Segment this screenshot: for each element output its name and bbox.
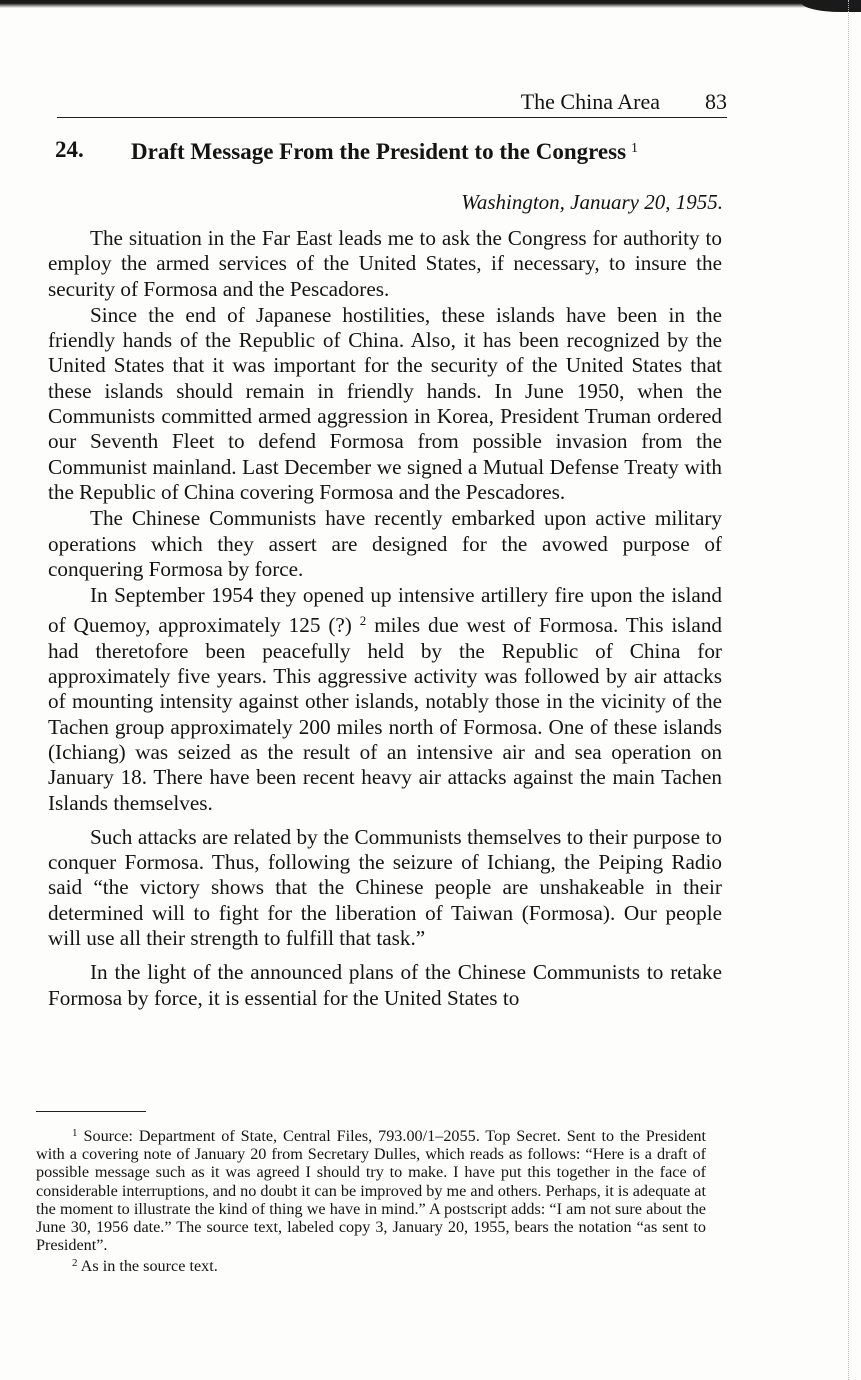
footnote-2-mark: 2	[72, 1257, 78, 1270]
footnote-1-mark: 1	[72, 1127, 78, 1139]
paragraph-6: In the light of the announced plans of the Chinese Communists to retake Formosa by force, it is essential for the United States to	[48, 960, 722, 1010]
footnote-ref-1[interactable]: 1	[631, 141, 639, 156]
message-body	[48, 226, 722, 1011]
running-head-title: The China Area	[520, 89, 660, 114]
footnotes	[36, 1124, 706, 1276]
dateline: Washington, January 20, 1955.	[461, 190, 723, 214]
scan-edge-right	[848, 0, 861, 1380]
footnote-2-text: As in the source text.	[80, 1257, 218, 1276]
footnote-2	[36, 1254, 706, 1275]
document-title	[131, 139, 638, 165]
paragraph-4	[48, 583, 722, 816]
footnote-ref-2[interactable]: 2	[359, 613, 367, 629]
paragraph-1: The situation in the Far East leads me to ask the Congress for authority to employ the armed services of the United States, if necessary, to insure the security of Formosa and the Pescadores.	[48, 226, 722, 301]
paragraph-4-text-a: In September 1954 they opened up intensive artillery fire upon the island of Quemoy, approximately 125 (?)	[48, 583, 722, 638]
scan-edge-top	[0, 0, 861, 8]
document-title-text: Draft Message From the President to the Congress	[131, 139, 627, 164]
footnote-divider	[36, 1111, 146, 1112]
paragraph-2: Since the end of Japanese hostilities, these islands have been in the friendly hands of the Republic of China. Also, it has been recognized by the United States that it was important for the security of the United States that these islands should remain in friendly hands. In June 1950, when the Communists committed armed aggression in Korea, President Truman ordered our Seventh Fleet to defend Formosa from possible invasion from the Communist mainland. Last December we signed a Mutual Defense Treaty with the Republic of China covering Formosa and the Pescadores.	[48, 302, 722, 504]
paragraph-5: Such attacks are related by the Communists themselves to their purpose to conquer Formosa. Thus, following the seizure of Ichiang, the Peiping Radio said “the victory shows that the Chinese people are unshakeable in their determined will to fight for the liberation of Taiwan (Formosa). Our people will use all their strength to fulfill that task.”	[48, 824, 722, 951]
page-number: 83	[705, 89, 727, 114]
footnote-1	[36, 1124, 706, 1254]
footnote-1-text: Source: Department of State, Central Files, 793.00/1–2055. Top Secret. Sent to the President with a covering note of January 20 from Secretary Dulles, which reads as follows: “Here is a draft of possible message such as it was agreed I should try to make. I have put this together in the face of considerable interruptions, and no doubt it can be improved by me and others. Perhaps, it is adequate at the moment to illustrate the kind of thing we have in mind.” A postscript adds: “I am not sure about the June 30, 1956 date.” The source text, labeled copy 3, January 20, 1955, bears the notation “as sent to President”.	[36, 1127, 707, 1255]
paragraph-3: The Chinese Communists have recently embarked upon active military operations which they assert are designed for the avowed purpose of conquering Formosa by force.	[48, 506, 722, 581]
paragraph-4-text-b: miles due west of Formosa. This island had theretofore been peacefully held by the Republic of China for approximately five years. This aggressive activity was followed by air attacks of mounting intensity against other islands, notably those in the vicinity of the Tachen group approximately 200 miles north of Formosa. One of these islands (Ichiang) was seized as the result of an intensive air and sea operation on January 18. There have been recent heavy air attacks against the main Tachen Islands themselves.	[48, 613, 723, 815]
document-number: 24.	[55, 137, 84, 162]
running-head	[57, 88, 727, 118]
